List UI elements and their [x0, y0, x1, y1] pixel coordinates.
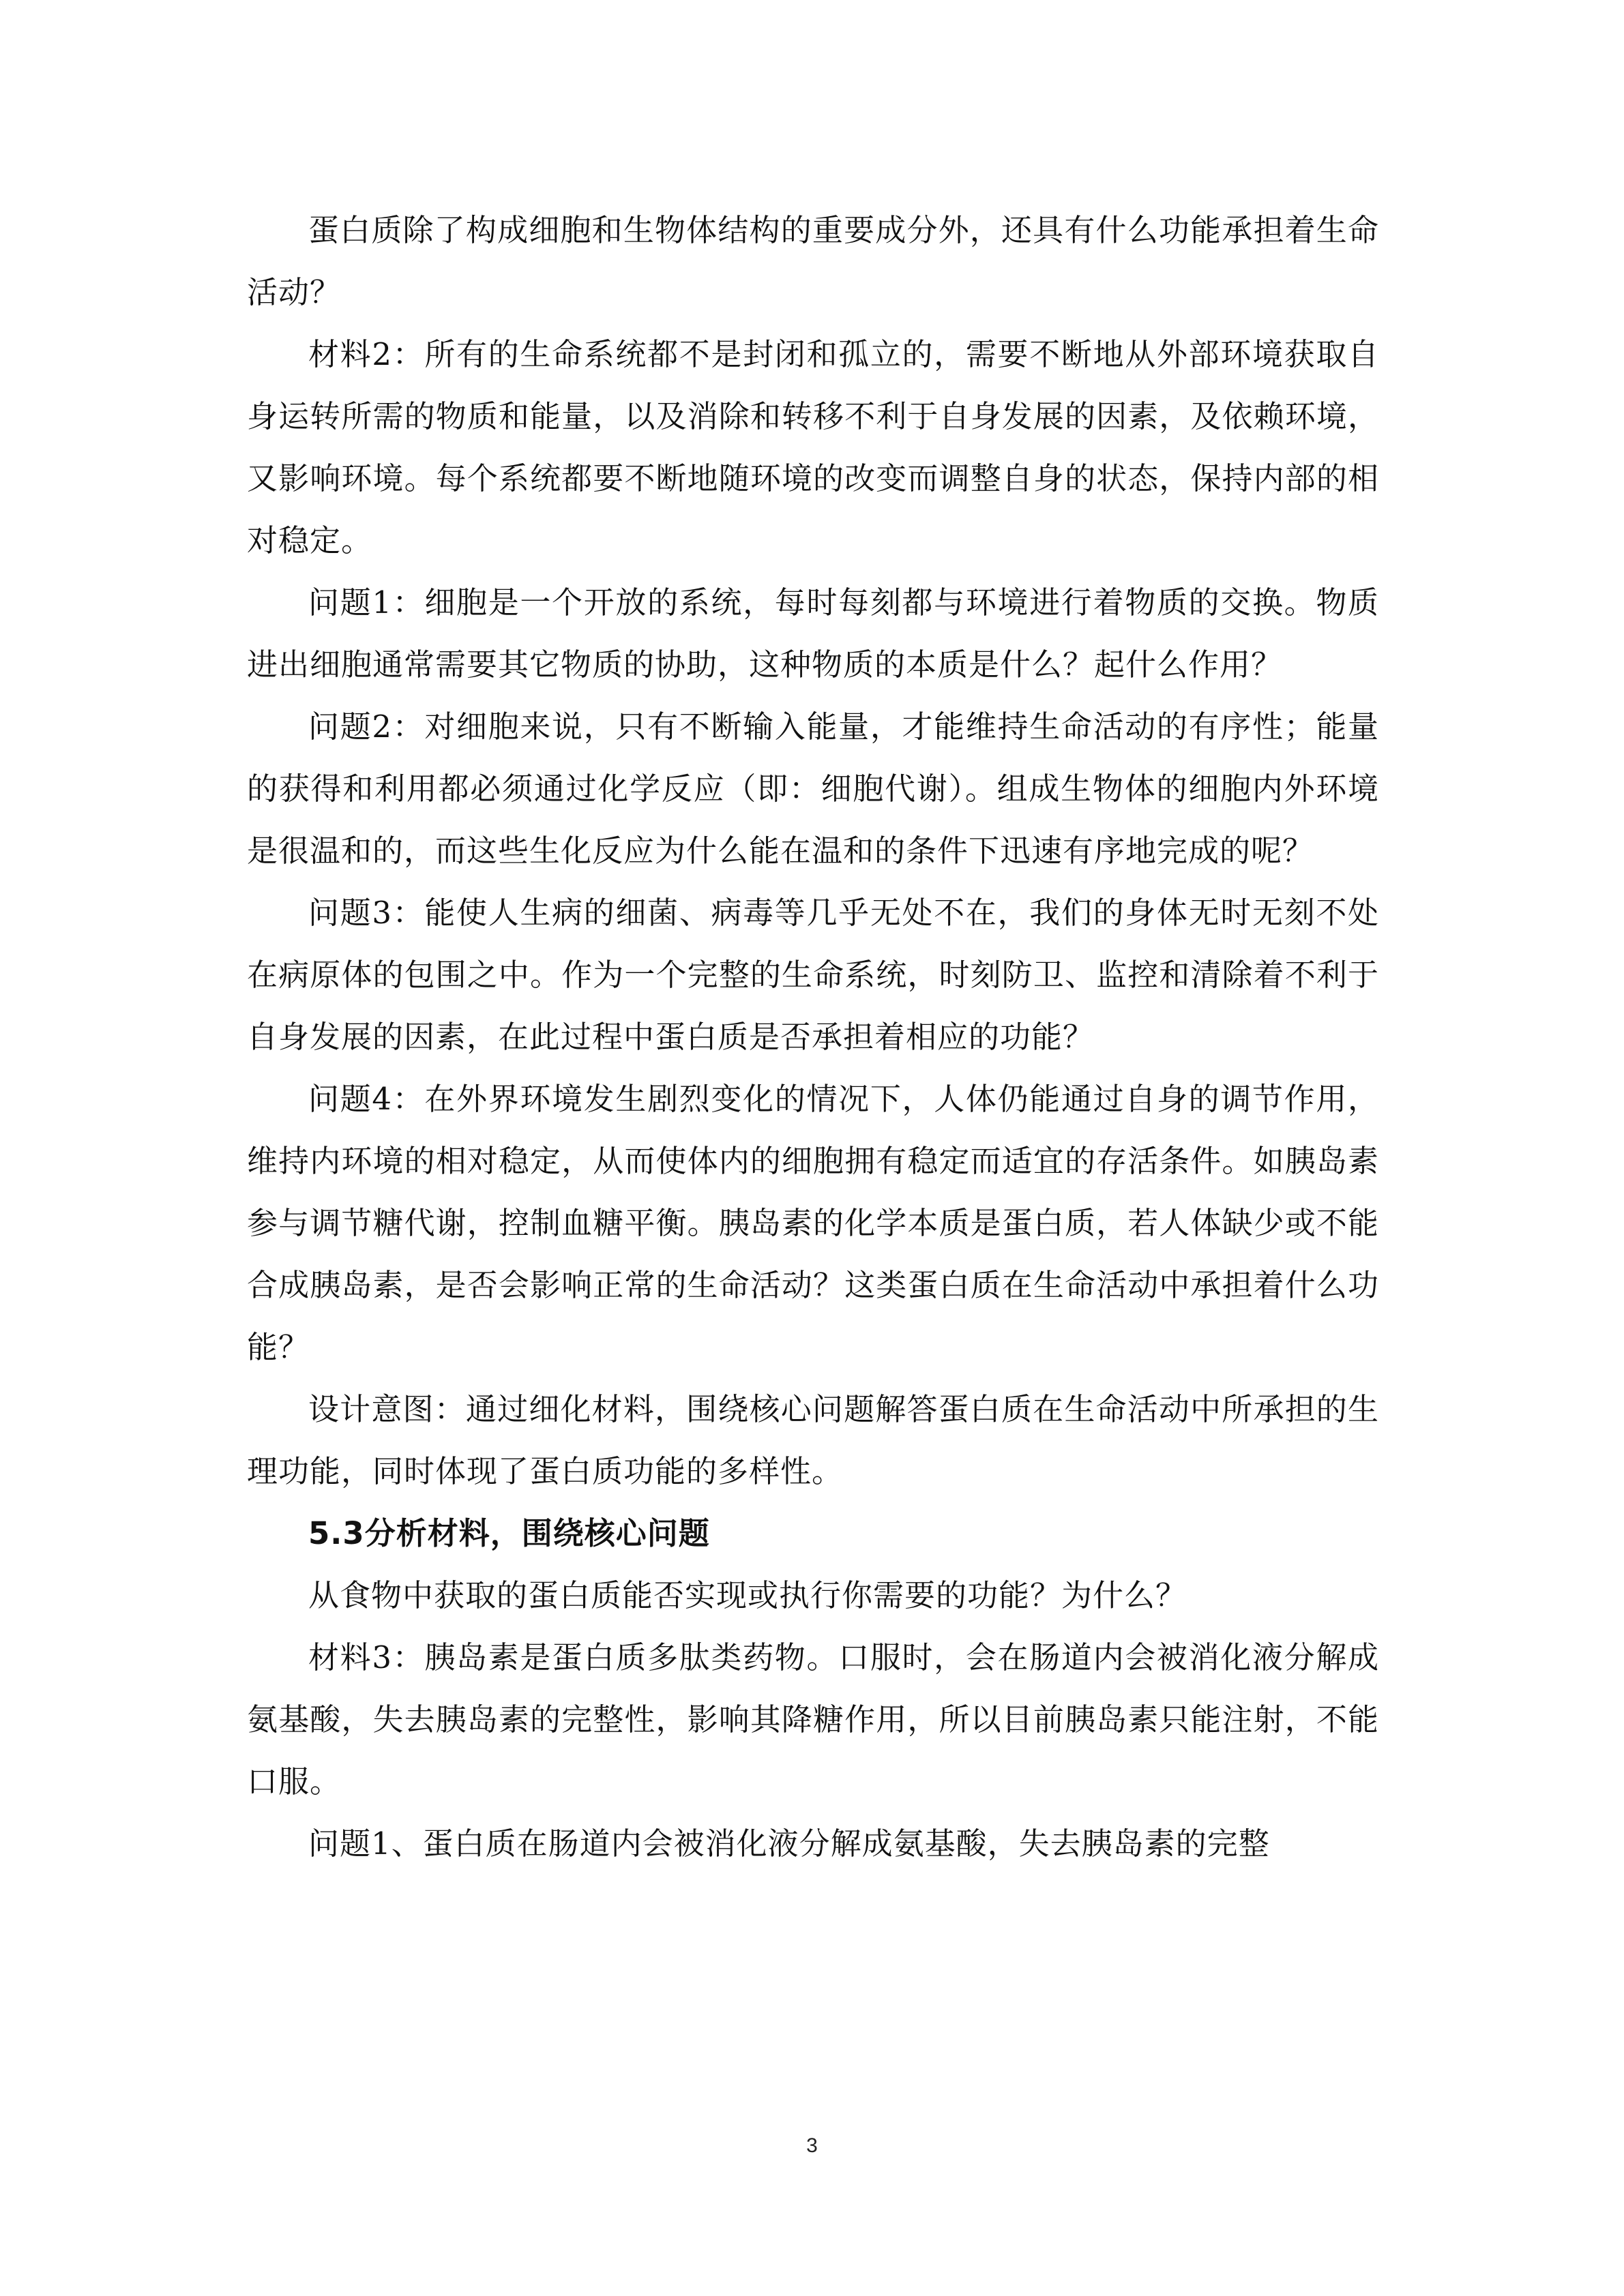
paragraph-intro-question: 蛋白质除了构成细胞和生物体结构的重要成分外，还具有什么功能承担着生命活动？	[247, 212, 1379, 310]
paragraph-question-3: 问题3：能使人生病的细菌、病毒等几乎无处不在，我们的身体无时无刻不处在病原体的包围之中。作为一个完整的生命系统，时刻防卫、监控和清除着不利于自身发展的因素，在此过程中蛋白质是否承担着相应的功能？	[247, 895, 1379, 1055]
section-heading: 5.3分析材料，围绕核心问题	[308, 1515, 710, 1551]
paragraph-question-2: 问题2：对细胞来说，只有不断输入能量，才能维持生命活动的有序性；能量的获得和利用都必须通过化学反应（即：细胞代谢）。组成生物体的细胞内外环境是很温和的，而这些生化反应为什么能在温和的条件下迅速有序地完成的呢？	[247, 709, 1379, 869]
document-body	[247, 199, 1379, 1875]
page-number: 3	[806, 2134, 818, 2157]
paragraph-material-2: 材料2：所有的生命系统都不是封闭和孤立的，需要不断地从外部环境获取自身运转所需的物质和能量，以及消除和转移不利于自身发展的因素，及依赖环境，又影响环境。每个系统都要不断地随环境的改变而调整自身的状态，保持内部的相对稳定。	[247, 336, 1379, 558]
paragraph-material-3: 材料3：胰岛素是蛋白质多肽类药物。口服时，会在肠道内会被消化液分解成氨基酸，失去胰岛素的完整性，影响其降糖作用，所以目前胰岛素只能注射，不能口服。	[247, 1639, 1379, 1800]
paragraph-question-1: 问题1：细胞是一个开放的系统，每时每刻都与环境进行着物质的交换。物质进出细胞通常需要其它物质的协助，这种物质的本质是什么？起什么作用？	[247, 584, 1379, 683]
paragraph-food-protein-question: 从食物中获取的蛋白质能否实现或执行你需要的功能？为什么？	[308, 1577, 1187, 1613]
paragraph-question-4: 问题4：在外界环境发生剧烈变化的情况下，人体仍能通过自身的调节作用，维持内环境的相对稳定，从而使体内的细胞拥有稳定而适宜的存活条件。如胰岛素参与调节糖代谢，控制血糖平衡。胰岛素的化学本质是蛋白质，若人体缺少或不能合成胰岛素，是否会影响正常的生命活动？这类蛋白质在生命活动中承担着什么功能？	[247, 1081, 1379, 1365]
paragraph-design-intent: 设计意图：通过细化材料，围绕核心问题解答蛋白质在生命活动中所承担的生理功能，同时体现了蛋白质功能的多样性。	[247, 1391, 1379, 1489]
paragraph-question-1-partial: 问题1、蛋白质在肠道内会被消化液分解成氨基酸，失去胰岛素的完整	[308, 1825, 1270, 1862]
